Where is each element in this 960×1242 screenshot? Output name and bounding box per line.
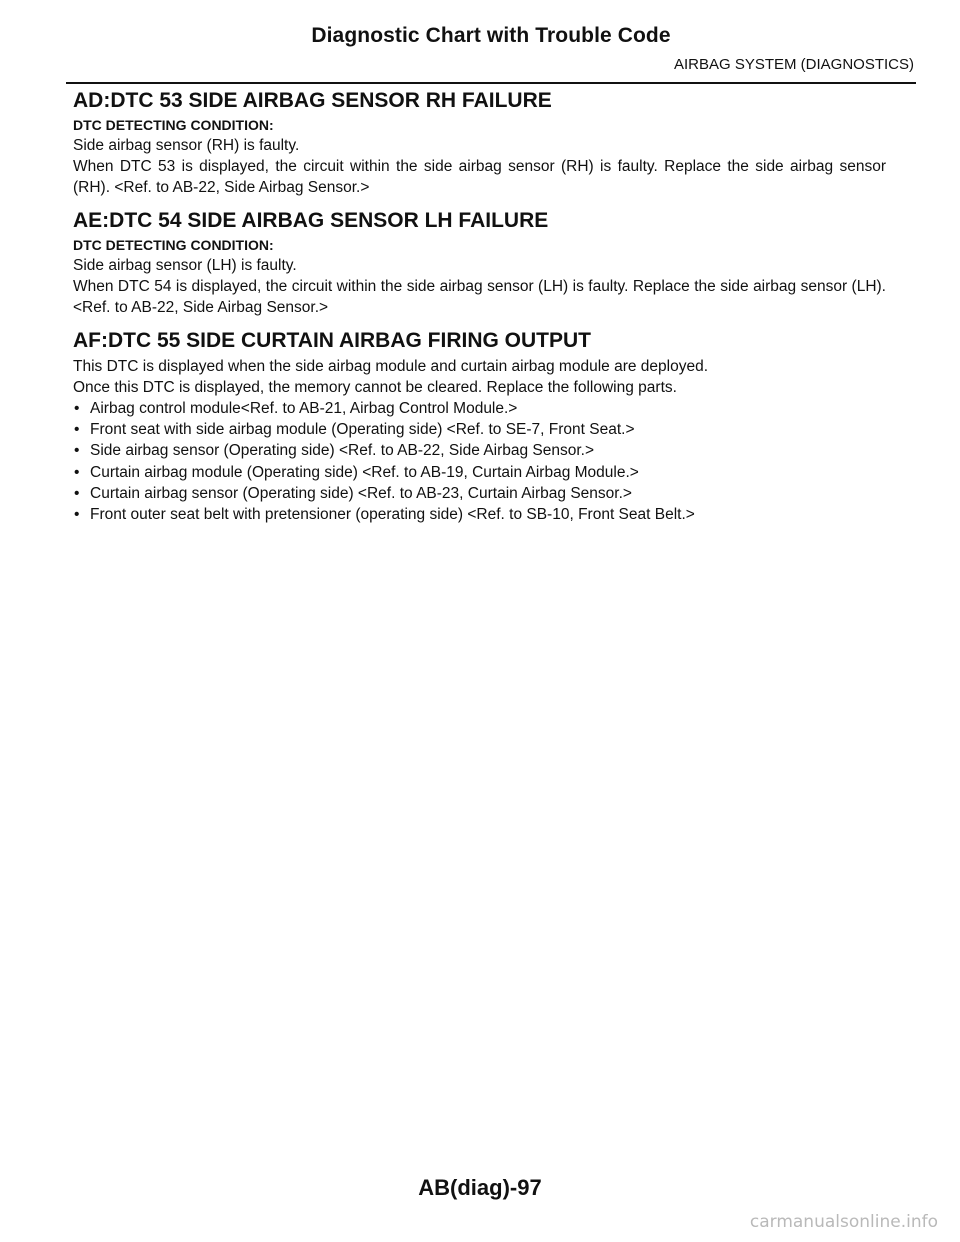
page-subtitle: AIRBAG SYSTEM (DIAGNOSTICS) bbox=[673, 56, 914, 73]
list-item-text: Front outer seat belt with pretensioner (operating side) <Ref. to SB-10, Front Seat Belt.> bbox=[90, 506, 695, 524]
bullet-icon: • bbox=[74, 506, 80, 524]
bullet-icon: • bbox=[74, 484, 80, 502]
paragraph: This DTC is displayed when the side airbag module and curtain airbag module are deployed. bbox=[73, 358, 709, 375]
document-body bbox=[73, 88, 886, 525]
condition-label: DTC DETECTING CONDITION: bbox=[73, 117, 274, 133]
watermark: carmanualsonline.info bbox=[749, 1212, 938, 1232]
list-item bbox=[73, 440, 886, 461]
list-item bbox=[73, 462, 886, 483]
list-item-text: Front seat with side airbag module (Operating side) <Ref. to SE-7, Front Seat.> bbox=[90, 421, 635, 439]
list-item bbox=[73, 398, 886, 419]
paragraph: Side airbag sensor (RH) is faulty. bbox=[73, 137, 300, 154]
replacement-parts-list bbox=[73, 398, 886, 525]
condition-label: DTC DETECTING CONDITION: bbox=[73, 237, 274, 253]
page-number: AB(diag)-97 bbox=[418, 1175, 542, 1200]
list-item-text: Side airbag sensor (Operating side) <Ref. to AB-22, Side Airbag Sensor.> bbox=[90, 442, 595, 460]
paragraph: Side airbag sensor (LH) is faulty. bbox=[73, 257, 297, 274]
list-item-text: Curtain airbag module (Operating side) <Ref. to AB-19, Curtain Airbag Module.> bbox=[90, 463, 639, 481]
list-item bbox=[73, 483, 886, 504]
list-item-text: Airbag control module<Ref. to AB-21, Airbag Control Module.> bbox=[90, 400, 518, 417]
page-title: Diagnostic Chart with Trouble Code bbox=[311, 24, 671, 47]
paragraph: When DTC 54 is displayed, the circuit within the side airbag sensor (LH) is faulty. Replace the side airbag sensor (LH). <Ref. to AB-22, Side Airbag Sensor.> bbox=[73, 278, 886, 316]
list-item bbox=[73, 504, 886, 525]
paragraph: Once this DTC is displayed, the memory cannot be cleared. Replace the following parts. bbox=[73, 379, 677, 396]
list-item-text: Curtain airbag sensor (Operating side) <Ref. to AB-23, Curtain Airbag Sensor.> bbox=[90, 484, 632, 502]
bullet-icon: • bbox=[74, 442, 80, 460]
section-heading: AD:DTC 53 SIDE AIRBAG SENSOR RH FAILURE bbox=[73, 89, 552, 112]
section-dtc-55 bbox=[73, 328, 886, 525]
paragraph: When DTC 53 is displayed, the circuit within the side airbag sensor (RH) is faulty. Replace the side airbag sensor (RH). <Ref. to AB-22, Side Airbag Sensor.> bbox=[73, 158, 886, 196]
list-item bbox=[73, 419, 886, 440]
page-header bbox=[66, 24, 916, 84]
section-heading: AF:DTC 55 SIDE CURTAIN AIRBAG FIRING OUTPUT bbox=[73, 329, 591, 352]
section-dtc-54 bbox=[73, 208, 886, 318]
bullet-icon: • bbox=[74, 400, 80, 417]
section-dtc-53 bbox=[73, 88, 886, 198]
bullet-icon: • bbox=[74, 463, 80, 481]
section-heading: AE:DTC 54 SIDE AIRBAG SENSOR LH FAILURE bbox=[73, 209, 549, 232]
bullet-icon: • bbox=[74, 421, 80, 439]
